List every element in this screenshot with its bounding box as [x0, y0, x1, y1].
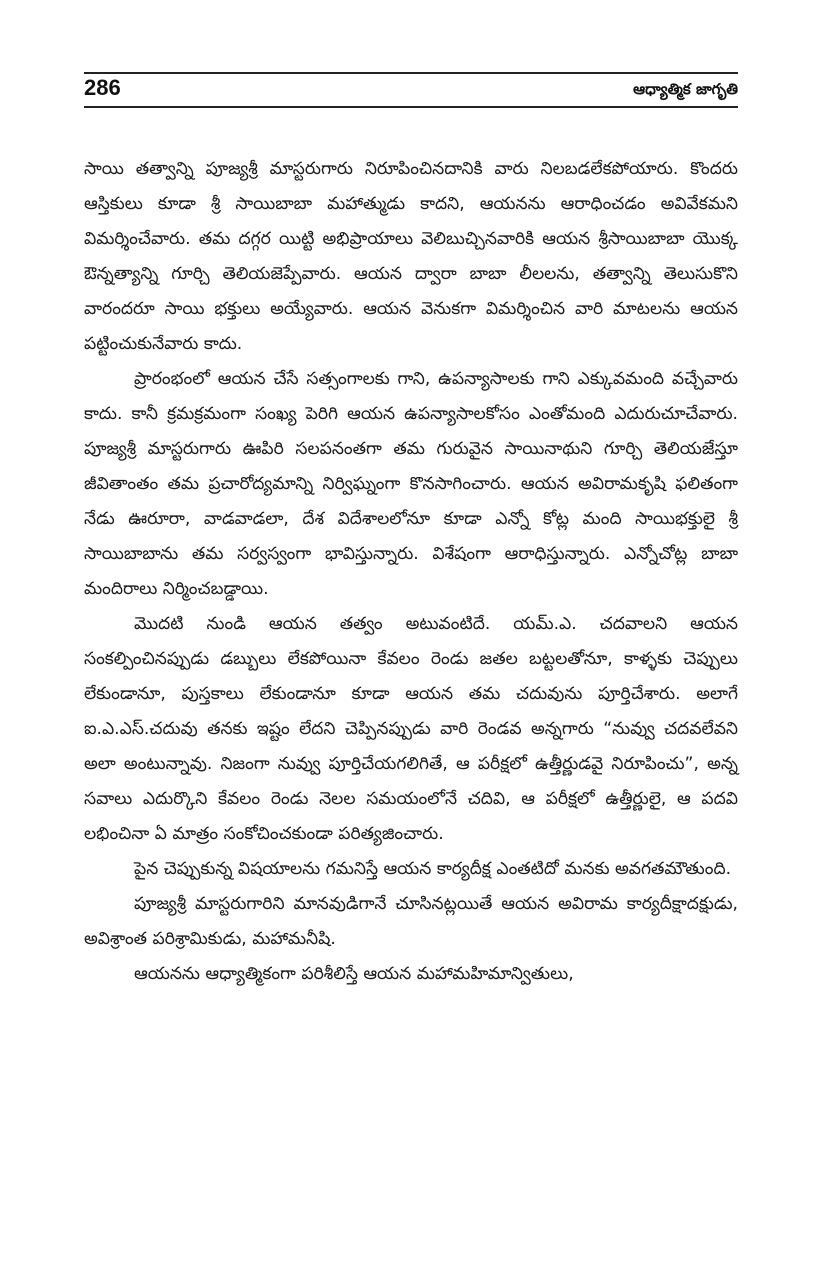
paragraph-2: ప్రారంభంలో ఆయన చేసే సత్సంగాలకు గాని, ఉపన్యాసాలకు గాని ఎక్కువమంది వచ్చేవారు కాదు. కానీ క్రమక్రమంగా సంఖ్య పెరిగి ఆయన ఉపన్యాసాలకోసం ఎంతోమంది ఎదురుచూచేవారు. పూజ్యశ్రీ మాస్టరుగారు ఊపిరి సలపనంతగా తమ గురువైన సాయినాథుని గూర్చి తెలియజేస్తూ జీవితాంతం తమ ప్రచారోద్యమాన్ని నిర్విఘ్నంగా కొనసాగించారు. ఆయన అవిరామకృషి ఫలితంగా నేడు ఊరూరా, వాడవాడలా, దేశ విదేశాలలోనూ కూడా ఎన్నో కోట్ల మంది సాయిభక్తులై శ్రీ సాయిబాబాను తమ సర్వస్వంగా భావిస్తున్నారు. విశేషంగా ఆరాధిస్తున్నారు. ఎన్నోచోట్ల బాబా మందిరాలు నిర్మించబడ్డాయి. [84, 369, 738, 599]
book-page [84, 72, 738, 992]
page-number: 286 [84, 75, 121, 100]
paragraph-3: మొదటి నుండి ఆయన తత్వం అటువంటిదే. యమ్.ఎ. చదవాలని ఆయన సంకల్పించినప్పుడు డబ్బులు లేకపోయినా కేవలం రెండు జతల బట్టలతోనూ, కాళ్ళకు చెప్పులు లేకుండానూ, పుస్తకాలు లేకుండానూ కూడా ఆయన తమ చదువును పూర్తిచేశారు. అలాగే ఐ.ఎ.ఎస్.చదువు తనకు ఇష్టం లేదని చెప్పినప్పుడు వారి రెండవ అన్నగారు “నువ్వు చదవలేవని అలా అంటున్నావు. నిజంగా నువ్వు పూర్తిచేయగలిగితే, ఆ పరీక్షలో ఉత్తీర్ణుడవై నిరూపించు”, అన్న సవాలు ఎదుర్కొని కేవలం రెండు నెలల సమయంలోనే చదివి, ఆ పరీక్షలో ఉత్తీర్ణులై, ఆ పదవి లభించినా ఏ మాత్రం సంకోచించకుండా పరిత్యజించారు. [84, 614, 738, 844]
body-text [84, 152, 738, 992]
page-header [84, 72, 738, 108]
paragraph-6: ఆయనను ఆధ్యాత్మికంగా పరిశీలిస్తే ఆయన మహామహిమాన్వితులు, [134, 964, 574, 984]
paragraph-4: పైన చెప్పుకున్న విషయాలను గమనిస్తే ఆయన కార్యదీక్ష ఎంతటిదో మనకు అవగతమౌతుంది. [134, 859, 732, 879]
header-top-rule [84, 72, 738, 74]
paragraph-1: సాయి తత్వాన్ని పూజ్యశ్రీ మాస్టరుగారు నిరూపించినదానికి వారు నిలబడలేకపోయారు. కొందరు ఆస్తికులు కూడా శ్రీ సాయిబాబా మహాత్ముడు కాదని, ఆయనను ఆరాధించడం అవివేకమని విమర్శించేవారు. తమ దగ్గర యిట్టి అభిప్రాయాలు వెలిబుచ్చినవారికి ఆయన శ్రీసాయిబాబా యొక్క ఔన్నత్యాన్ని గూర్చి తెలియజెప్పేవారు. ఆయన ద్వారా బాబా లీలలను, తత్వాన్ని తెలుసుకొని వారందరూ సాయి భక్తులు అయ్యేవారు. ఆయన వెనుకగా విమర్శించిన వారి మాటలను ఆయన పట్టించుకునేవారు కాదు. [84, 159, 738, 354]
running-head-title: ఆధ్యాత్మిక జాగృతి [633, 80, 738, 98]
paragraph-5: పూజ్యశ్రీ మాస్టరుగారిని మానవుడిగానే చూసినట్లయితే ఆయన అవిరామ కార్యదీక్షాదక్షుడు, అవిశ్రాంత పరిశ్రామికుడు, మహామనీషి. [84, 894, 738, 949]
